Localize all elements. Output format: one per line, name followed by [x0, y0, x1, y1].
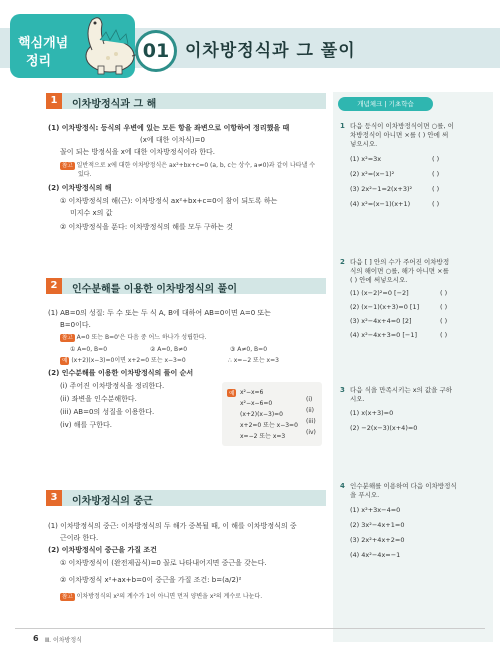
section-number: 3 [46, 490, 62, 506]
page-number: 6 [33, 634, 39, 643]
definition-line: B=0이다. [60, 321, 91, 329]
question-prompt: 을 푸시오. [350, 491, 380, 499]
answer-blank[interactable]: ( ) [440, 317, 448, 325]
definition-line: (1) 이차방정식의 중근: 이차방정식의 두 해가 중복될 때, 이 해를 이차방정식의 중 [48, 522, 297, 530]
case-item: ③ A≠0, B=0 [230, 346, 268, 353]
answer-blank[interactable]: ( ) [440, 331, 448, 339]
question-item: (1) x²=3x [350, 155, 382, 163]
chapter-title: 이차방정식과 그 풀이 [185, 41, 356, 61]
question-number: 2 [340, 258, 345, 266]
answer-blank[interactable]: ( ) [432, 170, 440, 178]
definition-line: (1) AB=0의 성질: 두 수 또는 두 식 A, B에 대하여 AB=0이면 A=0 또는 [48, 309, 271, 317]
section-number: 2 [46, 278, 62, 294]
footer-chapter: Ⅲ. 이차방정식 [45, 637, 82, 644]
chapter-number: 01 [135, 30, 177, 72]
question-item: (4) 4x²−4x=−1 [350, 551, 401, 559]
question-item: (1) (x−2)²=0 [−2] [350, 289, 409, 297]
dinosaur-mascot-icon [70, 12, 145, 78]
section-title: 이차방정식의 중근 [72, 496, 153, 507]
note-line: 있다. [78, 171, 92, 178]
answer-blank[interactable]: ( ) [432, 155, 440, 163]
example-line: x+2=0 또는 x−3=0 [240, 422, 298, 429]
example-step: (ii) [306, 407, 315, 414]
answer-blank[interactable]: ( ) [432, 200, 440, 208]
section-number: 1 [46, 93, 62, 109]
definition-line: 꼴이 되는 방정식을 x에 대한 이차방정식이라 한다. [60, 148, 215, 156]
question-prompt: 차방정식이 아니면 ×를 ( ) 안에 써 [350, 131, 449, 139]
question-item: (3) 2x²+4x+2=0 [350, 536, 405, 544]
example-line: x=−2 또는 x=3 [240, 433, 286, 440]
example-tag: 예 [229, 391, 235, 397]
note-line [60, 334, 206, 342]
question-item: (1) x²+3x−4=0 [350, 506, 401, 514]
question-prompt: 넣으시오. [350, 140, 378, 148]
note-text: (x+2)(x−3)=0이면 x+2=0 또는 x−3=0 [71, 357, 186, 364]
example-step: (i) [306, 396, 313, 403]
note-line [60, 593, 262, 601]
example-line: x²−x=6 [240, 389, 264, 396]
definition-line: ② 이차방정식을 푼다: 이차방정식의 해를 모두 구하는 것 [60, 223, 233, 231]
question-prompt: 다음 식을 만족시키는 x의 값을 구하 [350, 386, 453, 394]
footer-divider [15, 628, 485, 629]
question-item: (2) (x−1)(x+3)=0 [1] [350, 303, 420, 311]
note-tag: 참고 [62, 594, 73, 600]
note-line [60, 162, 315, 170]
question-item: (1) x(x+3)=0 [350, 409, 394, 417]
case-item: ② A=0, B≠0 [150, 346, 188, 353]
definition-line: (1) 이차방정식: 등식의 우변에 있는 모든 항을 좌변으로 이항하여 정리했을 때 [48, 124, 290, 132]
question-prompt: ( ) 안에 써넣으시오. [350, 276, 408, 284]
step-line: (iv) 해를 구한다. [60, 421, 113, 429]
question-item: (2) −2(x−3)(x+4)=0 [350, 424, 418, 432]
section-title: 이차방정식과 그 해 [72, 99, 157, 110]
question-item: (2) x²=(x−1)² [350, 170, 395, 178]
note-text: 이차방정식의 x²의 계수가 1이 아니면 먼저 양변을 x²의 계수로 나눈다. [76, 593, 263, 600]
step-line: (i) 주어진 이차방정식을 정리한다. [60, 382, 165, 390]
definition-line: 근이라 한다. [60, 534, 99, 542]
brand-line-1: 핵심개념 [18, 36, 69, 51]
page-header [0, 0, 500, 85]
answer-blank[interactable]: ( ) [432, 185, 440, 193]
question-number: 3 [340, 386, 345, 394]
subsection-heading: (2) 인수분해를 이용한 이차방정식의 풀이 순서 [48, 369, 194, 377]
note-line: ∴ x=−2 또는 x=3 [228, 357, 279, 364]
definition-line: ① 이차방정식이 (완전제곱식)=0 꼴로 나타내어지면 중근을 갖는다. [60, 559, 267, 567]
note-text: 일반적으로 x에 대한 이차방정식은 ax²+bx+c=0 (a, b, c는 상수, a≠0)과 같이 나타낼 수 [76, 162, 316, 169]
question-item: (3) x²−4x+4=0 [2] [350, 317, 412, 325]
question-prompt: 시오. [350, 395, 365, 403]
example-step: (iii) [306, 418, 316, 425]
note-tag: 참고 [62, 163, 73, 169]
step-line: (iii) AB=0의 성질을 이용한다. [60, 408, 155, 416]
question-prompt: 인수분해를 이용하여 다음 이차방정식 [350, 482, 457, 490]
example-line: (x+2)(x−3)=0 [240, 411, 283, 418]
definition-line: ① 이차방정식의 해(근): 이차방정식 ax²+bx+c=0이 참이 되도록 하는 [60, 197, 278, 205]
question-number: 4 [340, 482, 345, 490]
definition-line: 미지수 x의 값 [70, 209, 113, 217]
definition-formula: (x에 대한 이차식)=0 [140, 136, 205, 144]
note-tag: 참고 [62, 335, 73, 341]
step-line: (ii) 좌변을 인수분해한다. [60, 395, 137, 403]
question-number: 1 [340, 122, 345, 130]
question-prompt: 다음 [ ] 안의 수가 주어진 이차방정 [350, 258, 450, 266]
answer-blank[interactable]: ( ) [440, 289, 448, 297]
question-item: (4) x²−4x+3=0 [−1] [350, 331, 418, 339]
example-step: (iv) [306, 429, 316, 436]
example-line: x²−x−6=0 [240, 400, 273, 407]
example-tag: 예 [62, 358, 68, 364]
question-item: (4) x²=(x−1)(x+1) [350, 200, 411, 208]
question-prompt: 식의 해이면 ○를, 해가 아니면 ×를 [350, 267, 449, 275]
answer-blank[interactable]: ( ) [440, 303, 448, 311]
definition-line: ② 이차방정식 x²+ax+b=0이 중근을 가질 조건: b=(a/2)² [60, 576, 242, 584]
question-item: (2) 3x²−4x+1=0 [350, 521, 405, 529]
case-item: ① A=0, B=0 [70, 346, 108, 353]
question-item: (3) 2x²−1=2(x+3)² [350, 185, 413, 193]
brand-line-2: 정리 [26, 54, 52, 69]
section-title: 인수분해를 이용한 이차방정식의 풀이 [72, 284, 238, 295]
note-text: A=0 또는 B=0'은 다음 중 어느 하나가 성립한다. [76, 334, 207, 341]
subsection-heading: (2) 이차방정식의 해 [48, 184, 112, 192]
subsection-heading: (2) 이차방정식이 중근을 가질 조건 [48, 546, 157, 554]
question-prompt: 다음 등식이 이차방정식이면 ○를, 이 [350, 122, 454, 130]
note-line [60, 357, 186, 365]
sidebar-tag: 개념체크 | 기초학습 [338, 97, 433, 111]
